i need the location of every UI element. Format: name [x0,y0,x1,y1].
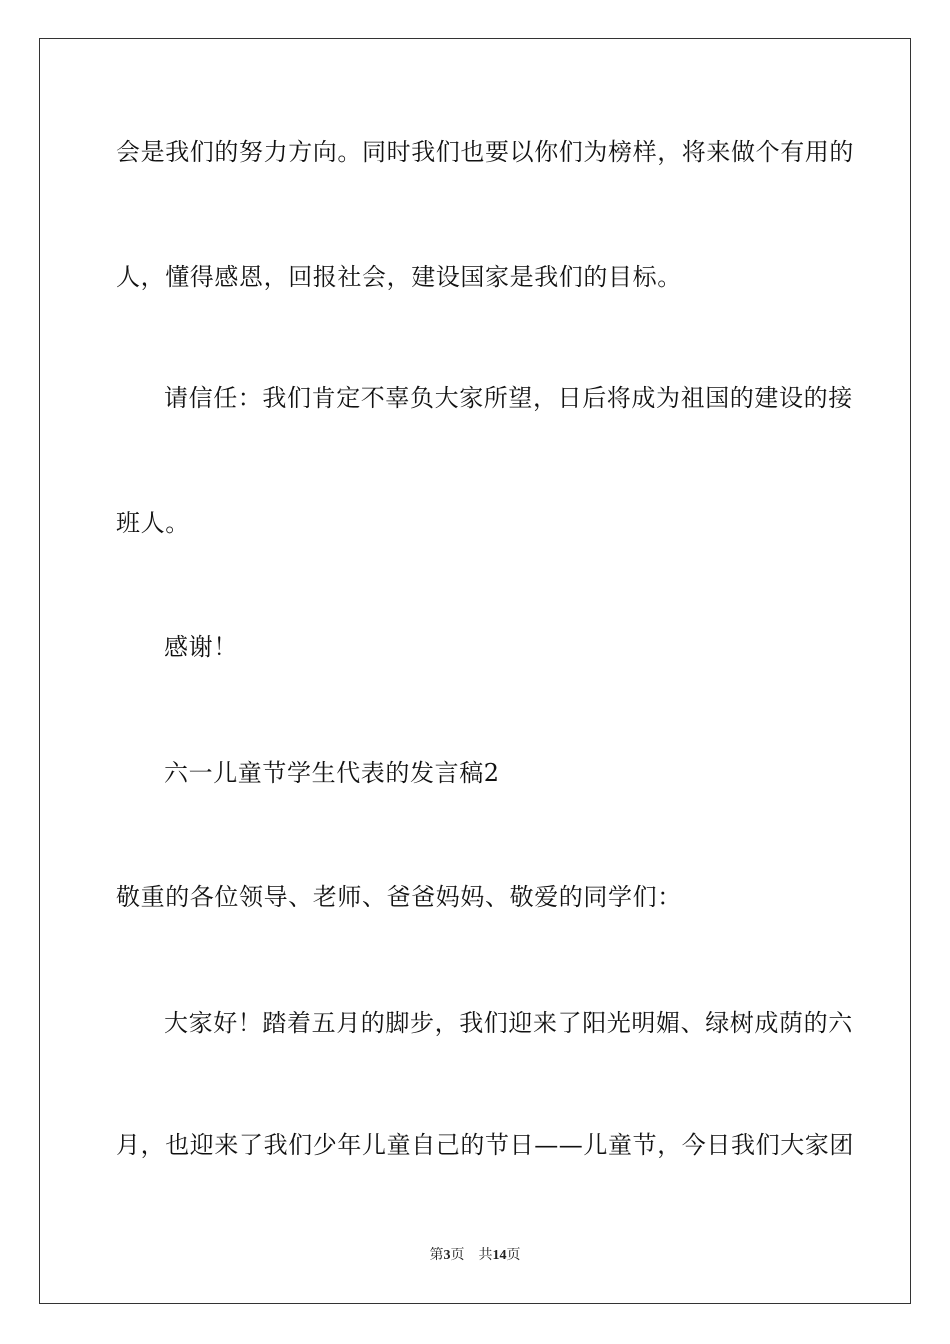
footer-total-number: 14 [492,1248,507,1263]
footer-page-prefix: 第 [429,1248,444,1263]
footer-total-suffix: 页 [506,1248,521,1263]
text-line-8: 大家好！踏着五月的脚步，我们迎来了阳光明媚、绿树成荫的六 [164,1009,853,1037]
page-border [39,38,911,1304]
text-line-2: 人，懂得感恩，回报社会，建设国家是我们的目标。 [116,263,682,291]
section-heading: 六一儿童节学生代表的发言稿2 [164,759,500,787]
text-line-4: 班人。 [116,509,190,537]
text-line-5: 感谢！ [164,633,238,661]
page-footer [0,1247,950,1265]
text-line-7: 敬重的各位领导、老师、爸爸妈妈、敬爱的同学们： [116,883,682,911]
text-line-9: 月，也迎来了我们少年儿童自己的节日——儿童节，今日我们大家团 [116,1131,854,1159]
text-line-3: 请信任：我们肯定不辜负大家所望，日后将成为祖国的建设的接 [164,384,853,412]
footer-page-number: 3 [443,1248,451,1263]
footer-total-prefix: 共 [478,1248,493,1263]
footer-page-suffix: 页 [450,1248,465,1263]
text-line-1: 会是我们的努力方向。同时我们也要以你们为榜样，将来做个有用的 [116,138,854,166]
